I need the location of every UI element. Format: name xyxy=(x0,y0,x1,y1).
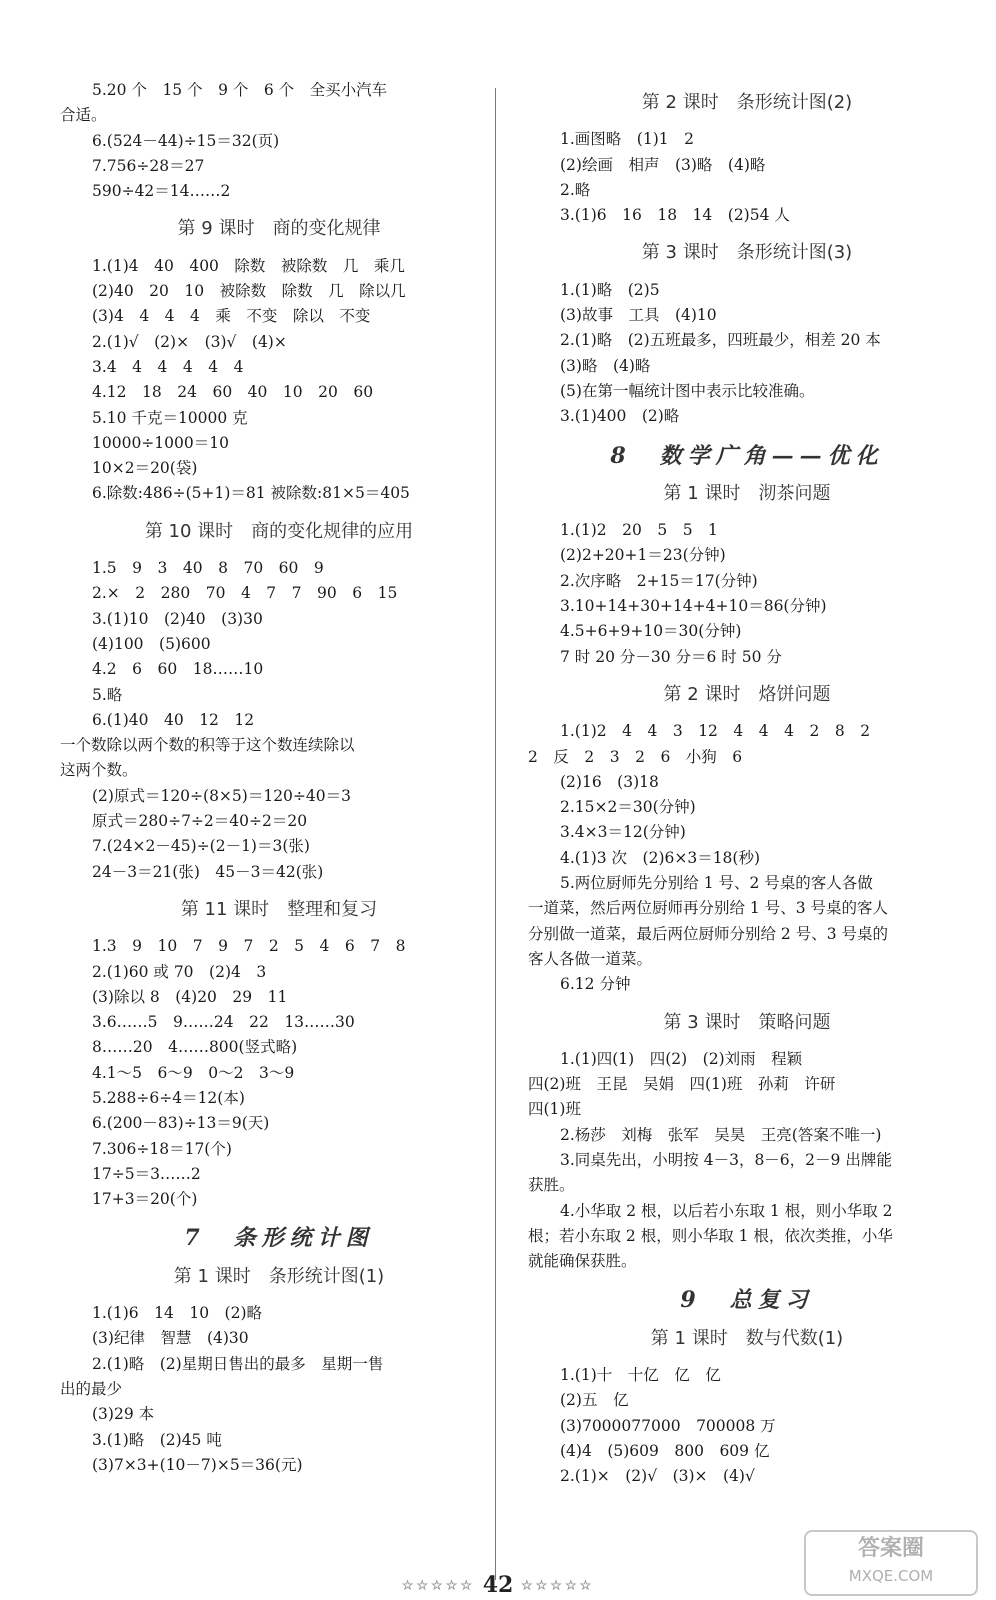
answer-line: 2 反 2 3 2 6 小狗 6 xyxy=(528,747,743,766)
column-divider xyxy=(495,88,496,1580)
answer-line: 一道菜，然后两位厨师再分别给 1 号、3 号桌的客人 xyxy=(528,899,889,918)
watermark-logo-text: 答案圈 xyxy=(857,1536,924,1561)
answer-line: 3.4 4 4 4 4 4 xyxy=(92,357,244,376)
right-column xyxy=(528,78,966,1490)
answer-line: 1.(1)2 4 4 3 12 4 4 4 2 8 2 xyxy=(560,722,871,741)
answer-line: 5.288÷6÷4＝12(本) xyxy=(92,1088,245,1107)
answer-line: 四(2)班 王昆 吴娟 四(1)班 孙莉 许研 xyxy=(528,1075,836,1094)
answer-line: 7 时 20 分－30 分＝6 时 50 分 xyxy=(560,647,782,666)
answer-line: 3.(1)10 (2)40 (3)30 xyxy=(92,609,263,628)
answer-line: 4.小华取 2 根，以后若小东取 1 根，则小华取 2 xyxy=(560,1201,893,1220)
answer-line: (2)40 20 10 被除数 除数 几 除以几 xyxy=(92,282,406,301)
answer-line: 原式＝280÷7÷2＝40÷2＝20 xyxy=(92,812,308,831)
watermark-url: MXQE.COM xyxy=(848,1567,934,1585)
answer-line: 1.(1)6 14 10 (2)略 xyxy=(92,1304,263,1323)
answer-line: 4.5+6+9+10＝30(分钟) xyxy=(560,622,742,641)
answer-line: 就能确保获胜。 xyxy=(528,1252,637,1271)
answer-line: 1.5 9 3 40 8 70 60 9 xyxy=(92,559,324,578)
lesson-heading: 第 1 课时 条形统计图(1) xyxy=(173,1265,385,1287)
answer-line: (3)4 4 4 4 乘 不变 除以 不变 xyxy=(92,307,371,326)
page-number: 42 xyxy=(482,1572,514,1598)
answer-line: 3.(1)400 (2)略 xyxy=(560,407,680,426)
answer-line: 5.20 个 15 个 9 个 6 个 全买小汽车 xyxy=(92,81,388,99)
chapter-heading: 7 条形统计图 xyxy=(184,1225,374,1252)
answer-line: 2.× 2 280 70 4 7 7 90 6 15 xyxy=(92,584,398,603)
lesson-heading: 第 3 课时 条形统计图(3) xyxy=(641,242,853,264)
answer-line: 6.(200－83)÷13＝9(天) xyxy=(92,1114,270,1133)
answer-line: 获胜。 xyxy=(528,1176,575,1195)
answer-line: 24－3＝21(张) 45－3＝42(张) xyxy=(92,862,324,881)
answer-line: (4)100 (5)600 xyxy=(92,634,211,653)
chapter-heading: 9 总复习 xyxy=(680,1287,814,1314)
answer-line: 2.(1)略 (2)五班最多，四班最少，相差 20 本 xyxy=(560,331,881,350)
answer-line: (3)纪律 智慧 (4)30 xyxy=(92,1329,249,1348)
answer-line: 7.306÷18＝17(个) xyxy=(92,1139,232,1158)
answer-line: 3.6……5 9……24 22 13……30 xyxy=(92,1013,355,1032)
answer-line: 5.两位厨师先分别给 1 号、2 号桌的客人各做 xyxy=(560,874,873,893)
lesson-heading: 第 3 课时 策略问题 xyxy=(663,1011,831,1033)
lesson-heading: 第 11 课时 整理和复习 xyxy=(180,898,378,920)
answer-line: 1.画图略 (1)1 2 xyxy=(560,130,694,149)
answer-line: (2)原式＝120÷(8×5)＝120÷40＝3 xyxy=(92,786,351,805)
answer-line: 这两个数。 xyxy=(60,761,138,780)
answer-line: (3)7×3+(10－7)×5＝36(元) xyxy=(92,1455,303,1474)
lesson-heading: 第 1 课时 数与代数(1) xyxy=(650,1327,844,1349)
answer-line: 4.12 18 24 60 40 10 20 60 xyxy=(92,383,374,402)
answer-line: (3)略 (4)略 xyxy=(560,356,651,375)
answer-line: 2.略 xyxy=(560,180,591,199)
answer-line: (4)4 (5)609 800 609 亿 xyxy=(560,1441,770,1460)
answer-line: 4.1～5 6～9 0～2 3～9 xyxy=(92,1063,295,1082)
answer-line: 四(1)班 xyxy=(528,1100,581,1119)
answer-line: 17+3＝20(个) xyxy=(92,1190,198,1209)
answer-line: 3.10+14+30+14+4+10＝86(分钟) xyxy=(560,597,827,616)
answer-line: (2)绘画 相声 (3)略 (4)略 xyxy=(560,155,766,174)
lesson-heading: 第 2 课时 条形统计图(2) xyxy=(641,92,853,113)
answer-line: 6.(524－44)÷15＝32(页) xyxy=(92,131,280,150)
lesson-heading: 第 2 课时 烙饼问题 xyxy=(663,683,831,705)
site-watermark xyxy=(804,1530,978,1596)
answer-line: 6.(1)40 40 12 12 xyxy=(92,710,255,729)
footer-stars-left: ☆☆☆☆☆ xyxy=(401,1578,476,1594)
chapter-heading: 8 数学广角——优化 xyxy=(610,442,884,469)
answer-line: 1.(1)4 40 400 除数 被除数 几 乘几 xyxy=(92,256,405,275)
answer-line: 2.(1)√ (2)× (3)√ (4)× xyxy=(92,332,287,351)
answer-line: 17÷5＝3……2 xyxy=(92,1164,201,1183)
answer-line: (3)除以 8 (4)20 29 11 xyxy=(92,987,288,1006)
lesson-heading: 第 9 课时 商的变化规律 xyxy=(177,218,381,240)
answer-line: 一个数除以两个数的积等于这个数连续除以 xyxy=(60,736,355,755)
answer-line: (5)在第一幅统计图中表示比较准确。 xyxy=(560,381,815,400)
answer-line: 1.(1)2 20 5 5 1 xyxy=(560,521,718,540)
answer-line: 1.(1)十 十亿 亿 亿 xyxy=(560,1366,721,1385)
answer-line: 2.杨莎 刘梅 张军 吴昊 王亮(答案不唯一) xyxy=(560,1125,882,1144)
answer-line: 590÷42＝14……2 xyxy=(92,182,231,201)
answer-line: (3)29 本 xyxy=(92,1405,155,1424)
answer-line: (2)16 (3)18 xyxy=(560,772,659,791)
answer-line: 3.(1)6 16 18 14 (2)54 人 xyxy=(560,206,790,225)
left-column xyxy=(60,78,498,1478)
answer-line: 1.3 9 10 7 9 7 2 5 4 6 7 8 xyxy=(92,937,406,956)
answer-line: 根；若小东取 2 根，则小华取 1 根，依次类推，小华 xyxy=(528,1226,893,1245)
footer-stars-right: ☆☆☆☆☆ xyxy=(520,1578,595,1594)
answer-line: 分别做一道菜，最后两位厨师分别给 2 号、3 号桌的 xyxy=(528,924,889,943)
answer-line: 出的最少 xyxy=(60,1379,123,1398)
answer-line: 2.15×2＝30(分钟) xyxy=(560,798,696,817)
answer-line: 3.4×3＝12(分钟) xyxy=(560,823,686,842)
answer-line: 4.2 6 60 18……10 xyxy=(92,660,264,679)
answer-line: 2.(1)略 (2)星期日售出的最多 星期一售 xyxy=(92,1354,384,1373)
answer-line: 2.次序略 2+15＝17(分钟) xyxy=(560,571,758,590)
answer-line: 5.10 千克＝10000 克 xyxy=(92,408,248,427)
answer-line: 合适。 xyxy=(60,106,107,125)
answer-line: 8……20 4……800(竖式略) xyxy=(92,1038,298,1057)
answer-line: 2.(1)× (2)√ (3)× (4)√ xyxy=(560,1467,755,1486)
answer-line: (3)7000077000 700008 万 xyxy=(560,1416,776,1435)
answer-line: 4.(1)3 次 (2)6×3＝18(秒) xyxy=(560,848,761,867)
answer-line: 5.略 xyxy=(92,685,123,704)
answer-line: 10000÷1000＝10 xyxy=(92,433,229,452)
answer-line: 6.12 分钟 xyxy=(560,975,631,994)
answer-line: 1.(1)四(1) 四(2) (2)刘雨 程颖 xyxy=(560,1049,803,1068)
lesson-heading: 第 1 课时 沏茶问题 xyxy=(663,482,831,504)
answer-line: 2.(1)60 或 70 (2)4 3 xyxy=(92,962,267,981)
answer-line: (2)2+20+1＝23(分钟) xyxy=(560,546,726,565)
answer-line: 6.除数:486÷(5+1)＝81 被除数:81×5＝405 xyxy=(92,484,410,503)
answer-line: (3)故事 工具 (4)10 xyxy=(560,306,717,325)
lesson-heading: 第 10 课时 商的变化规律的应用 xyxy=(144,520,414,542)
answer-line: 10×2＝20(袋) xyxy=(92,459,198,478)
answer-line: (2)五 亿 xyxy=(560,1391,629,1410)
answer-line: 7.756÷28＝27 xyxy=(92,156,205,175)
answer-line: 客人各做一道菜。 xyxy=(528,949,653,968)
answer-line: 3.同桌先出，小明按 4－3，8－6，2－9 出牌能 xyxy=(560,1150,892,1169)
answer-line: 3.(1)略 (2)45 吨 xyxy=(92,1430,222,1449)
answer-line: 7.(24×2－45)÷(2－1)＝3(张) xyxy=(92,837,310,856)
answer-line: 1.(1)略 (2)5 xyxy=(560,280,660,299)
